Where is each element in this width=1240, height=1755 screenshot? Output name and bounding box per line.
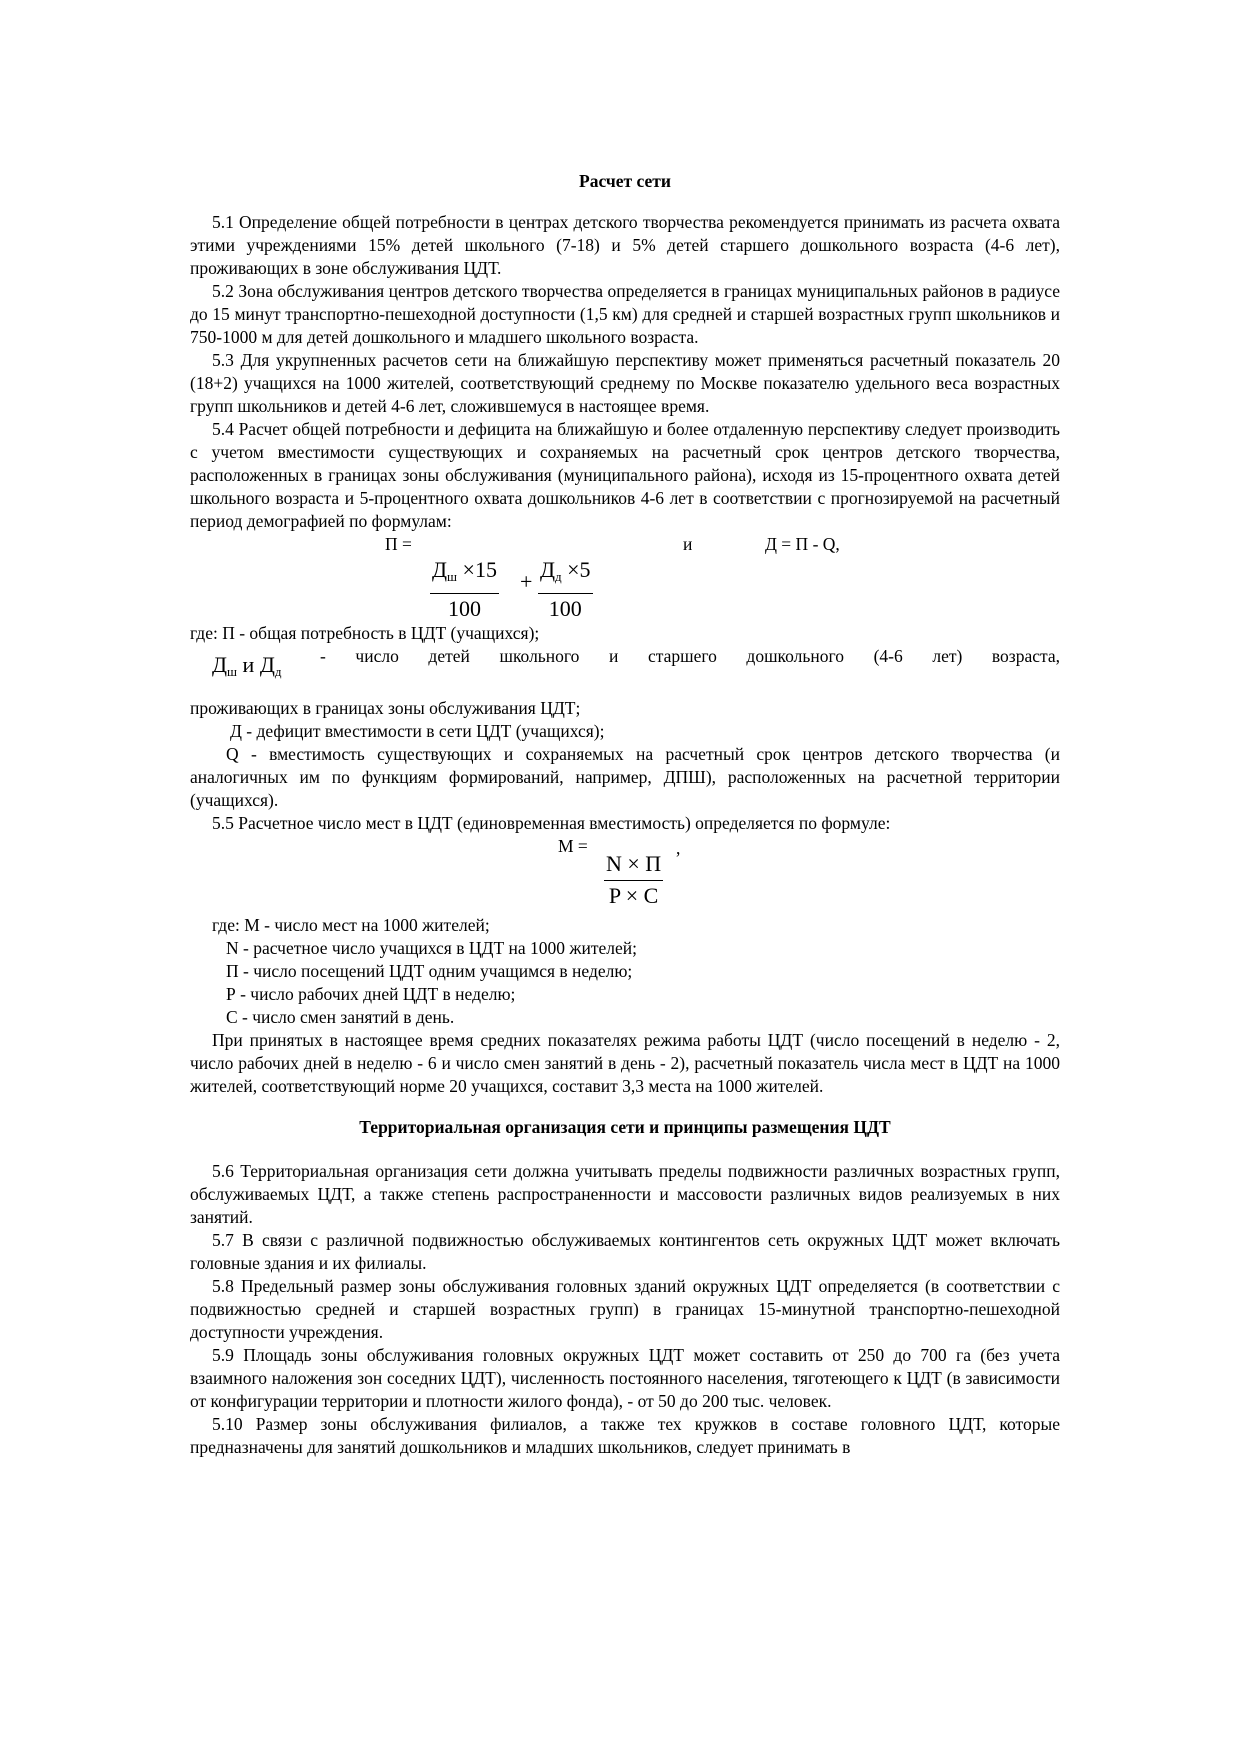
paragraph-5-6: 5.6 Территориальная организация сети должна учитывать пределы подвижности различных возрастных групп, обслуживаемых ЦДТ, а также степень распространенности и массовости различных видов реализуемых в них занятий.: [190, 1161, 1060, 1227]
formula-seats-comma: ,: [676, 838, 681, 858]
formula-demand-line: [190, 533, 1060, 556]
symbol-children-description: - число детей школьного и старшего дошкольного (4-6 лет) возраста,: [320, 646, 1060, 666]
paragraph-5-2: 5.2 Зона обслуживания центров детского творчества определяется в границах муниципальных районов в радиусе до 15 минут транспортно-пешеходной доступности (1,5 км) для средней и старшей возрастных групп школьников и 750-1000 м для детей дошкольного и младшего школьного возраста.: [190, 281, 1060, 347]
n-definition: N - расчетное число учащихся в ЦДТ на 1000 жителей;: [226, 938, 637, 958]
paragraph-5-5: 5.5 Расчетное число мест в ЦДТ (единовременная вместимость) определяется по формуле:: [212, 813, 891, 833]
section-heading-network-calculation: Расчет сети: [579, 171, 671, 191]
paragraph-5-8: 5.8 Предельный размер зоны обслуживания головных зданий окружных ЦДТ определяется (в соответствии с подвижностью средней и старшей возрастных групп) в границах 15-минутной транспортно-пешеходной доступности учреждения.: [190, 1276, 1060, 1342]
document-page: [190, 170, 1060, 1459]
capacity-definition: Q - вместимость существующих и сохраняемых на расчетный срок центров детского творчества (и аналогичных им по функциям формирований, например, ДПШ), расположенных на расчетной территории (учащихся).: [190, 744, 1060, 810]
shifts-definition: С - число смен занятий в день.: [226, 1007, 455, 1027]
paragraph-5-1: 5.1 Определение общей потребности в центрах детского творчества рекомендуется принимать из расчета охвата этими учреждениями 15% детей школьного (7-18) и 5% детей старшего дошкольного возраста (4-6 лет), проживающих в зоне обслуживания ЦДТ.: [190, 212, 1060, 278]
formula-plus-sign: +: [520, 569, 533, 594]
visits-definition: П - число посещений ЦДТ одним учащимся в неделю;: [226, 961, 633, 981]
symbol-children-description-cont: проживающих в границах зоны обслуживания ЦДТ;: [190, 698, 581, 718]
paragraph-current-indicators: При принятых в настоящее время средних показателях режима работы ЦДТ (число посещений в неделю - 2, число рабочих дней в неделю - 6 и число смен занятий в день - 2), расчетный показатель числа мест в ЦДТ на 1000 жителей, соответствующий норме 20 учащихся, составит 3,3 места на 1000 жителей.: [190, 1030, 1060, 1096]
symbol-definition-children: [190, 645, 1060, 697]
paragraph-5-9: 5.9 Площадь зоны обслуживания головных окружных ЦДТ может составить от 250 до 700 га (без учета взаимного наложения зон соседних ЦДТ), численность постоянного населения, тяготеющего к ЦДТ (в зависимости от конфигурации территории и плотности жилого фонда), - от 50 до 200 тыс. человек.: [190, 1345, 1060, 1411]
fraction-school-children: $Д_ш \times 15$ 100: [432, 557, 497, 621]
paragraph-5-10: 5.10 Размер зоны обслуживания филиалов, а также тех кружков в составе головного ЦДТ, которые предназначены для занятий дошкольников и младших школьников, следует принимать в: [190, 1414, 1060, 1457]
where-demand: где: П - общая потребность в ЦДТ (учащихся);: [190, 623, 540, 643]
deficit-definition: Д - дефицит вместимости в сети ЦДТ (учащихся);: [230, 721, 605, 741]
formula-seats-lhs: М =: [558, 836, 588, 856]
where-seats: где: М - число мест на 1000 жителей;: [212, 915, 490, 935]
fraction-preschool-children: $Д_д \times 5$ 100: [540, 557, 591, 621]
paragraph-5-3: 5.3 Для укрупненных расчетов сети на ближайшую перспективу может применяться расчетный показатель 20 (18+2) учащихся на 1000 жителей, соответствующий среднему по Москве показателю удельного веса возрастных групп школьников и детей 4-6 лет, сложившемуся в настоящее время.: [190, 350, 1060, 416]
formula-and: и: [683, 534, 693, 554]
section-heading-territorial-organization: Территориальная организация сети и принципы размещения ЦДТ: [359, 1117, 891, 1137]
symbol-d-sh-and-d-d: $Д_ш$ и $Д_д$: [212, 652, 282, 679]
formula-demand-lhs: П =: [385, 534, 412, 554]
formula-deficit: Д = П - Q,: [765, 534, 840, 554]
paragraph-5-7: 5.7 В связи с различной подвижностью обслуживаемых контингентов сеть окружных ЦДТ может включать головные здания и их филиалы.: [190, 1230, 1060, 1273]
formula-seats-fraction-block: [190, 850, 1060, 914]
formula-demand-fractions: [190, 556, 1060, 622]
paragraph-5-4: 5.4 Расчет общей потребности и дефицита на ближайшую и более отдаленную перспективу следует производить с учетом вместимости существующих и сохраняемых на расчетный срок центров детского творчества, расположенных в границах зоны обслуживания (муниципального района), исходя из 15-процентного охвата детей школьного возраста и 5-процентного охвата дошкольников 4-6 лет в соответствии с прогнозируемой на расчетный период демографией по формулам:: [190, 419, 1060, 531]
fraction-seats: N × П P × C: [606, 851, 662, 908]
workdays-definition: Р - число рабочих дней ЦДТ в неделю;: [226, 984, 516, 1004]
